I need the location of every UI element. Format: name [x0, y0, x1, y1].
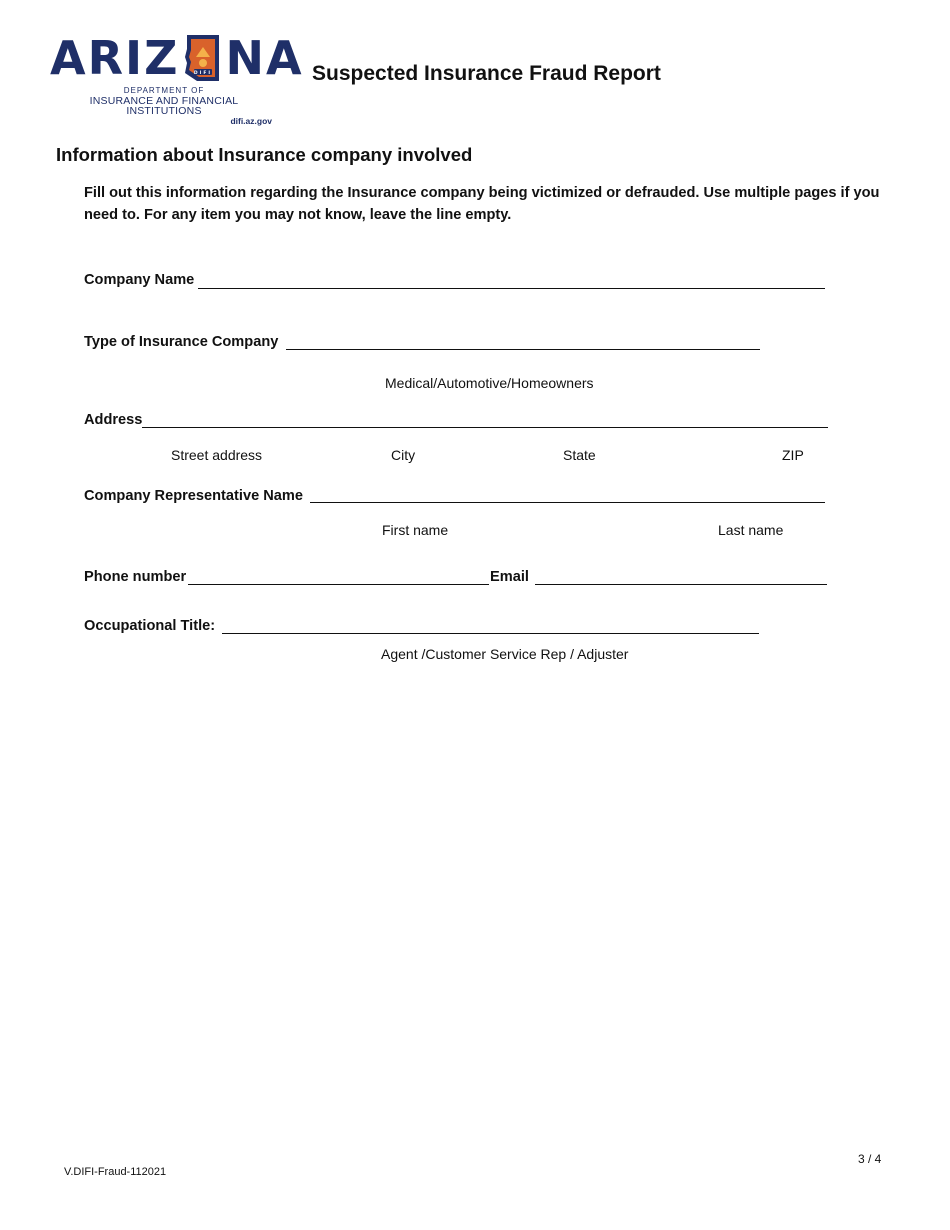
address-hint-state: State — [563, 447, 596, 463]
address-label: Address — [84, 412, 143, 428]
arizona-state-icon — [183, 33, 223, 83]
representative-name-field[interactable] — [310, 502, 825, 503]
insurance-type-hint: Medical/Automotive/Homeowners — [385, 375, 594, 391]
insurance-type-label: Type of Insurance Company — [84, 334, 279, 350]
representative-hint-last: Last name — [718, 522, 784, 538]
logo-word-left: ARIZ — [50, 31, 180, 85]
agency-logo — [50, 30, 304, 86]
logo-website: difi.az.gov — [230, 116, 272, 126]
occupational-title-hint: Agent /Customer Service Rep / Adjuster — [381, 646, 629, 662]
logo-word-right: NA — [225, 31, 304, 85]
email-label: Email — [490, 569, 529, 585]
logo-dept-line1: DEPARTMENT OF — [123, 86, 205, 95]
phone-label: Phone number — [84, 569, 187, 585]
occupational-title-field[interactable] — [222, 633, 759, 634]
address-field[interactable] — [142, 427, 828, 428]
company-name-field[interactable] — [198, 288, 825, 289]
logo-badge-text: DIFI — [193, 71, 212, 76]
company-name-label: Company Name — [84, 272, 195, 288]
form-version-code: V.DIFI-Fraud-112021 — [64, 1166, 167, 1178]
phone-field[interactable] — [188, 584, 489, 585]
representative-name-label: Company Representative Name — [84, 488, 303, 504]
email-field[interactable] — [535, 584, 827, 585]
representative-hint-first: First name — [382, 522, 449, 538]
occupational-title-label: Occupational Title: — [84, 618, 216, 634]
instructions-text: Fill out this information regarding the Insurance company being victimized or defrauded. Use multiple pages if you need to. For any item you may not know, leave the line empty. — [84, 185, 880, 223]
section-title: Information about Insurance company involved — [56, 144, 473, 165]
logo-dept-line2: INSURANCE AND FINANCIAL INSTITUTIONS — [89, 95, 239, 117]
page-number: 3 / 4 — [858, 1152, 882, 1166]
address-hint-zip: ZIP — [782, 447, 804, 463]
address-hint-city: City — [391, 447, 416, 463]
document-title: Suspected Insurance Fraud Report — [312, 62, 661, 85]
insurance-type-field[interactable] — [286, 349, 760, 350]
logo-department-text — [52, 86, 276, 126]
address-hint-street: Street address — [171, 447, 263, 463]
